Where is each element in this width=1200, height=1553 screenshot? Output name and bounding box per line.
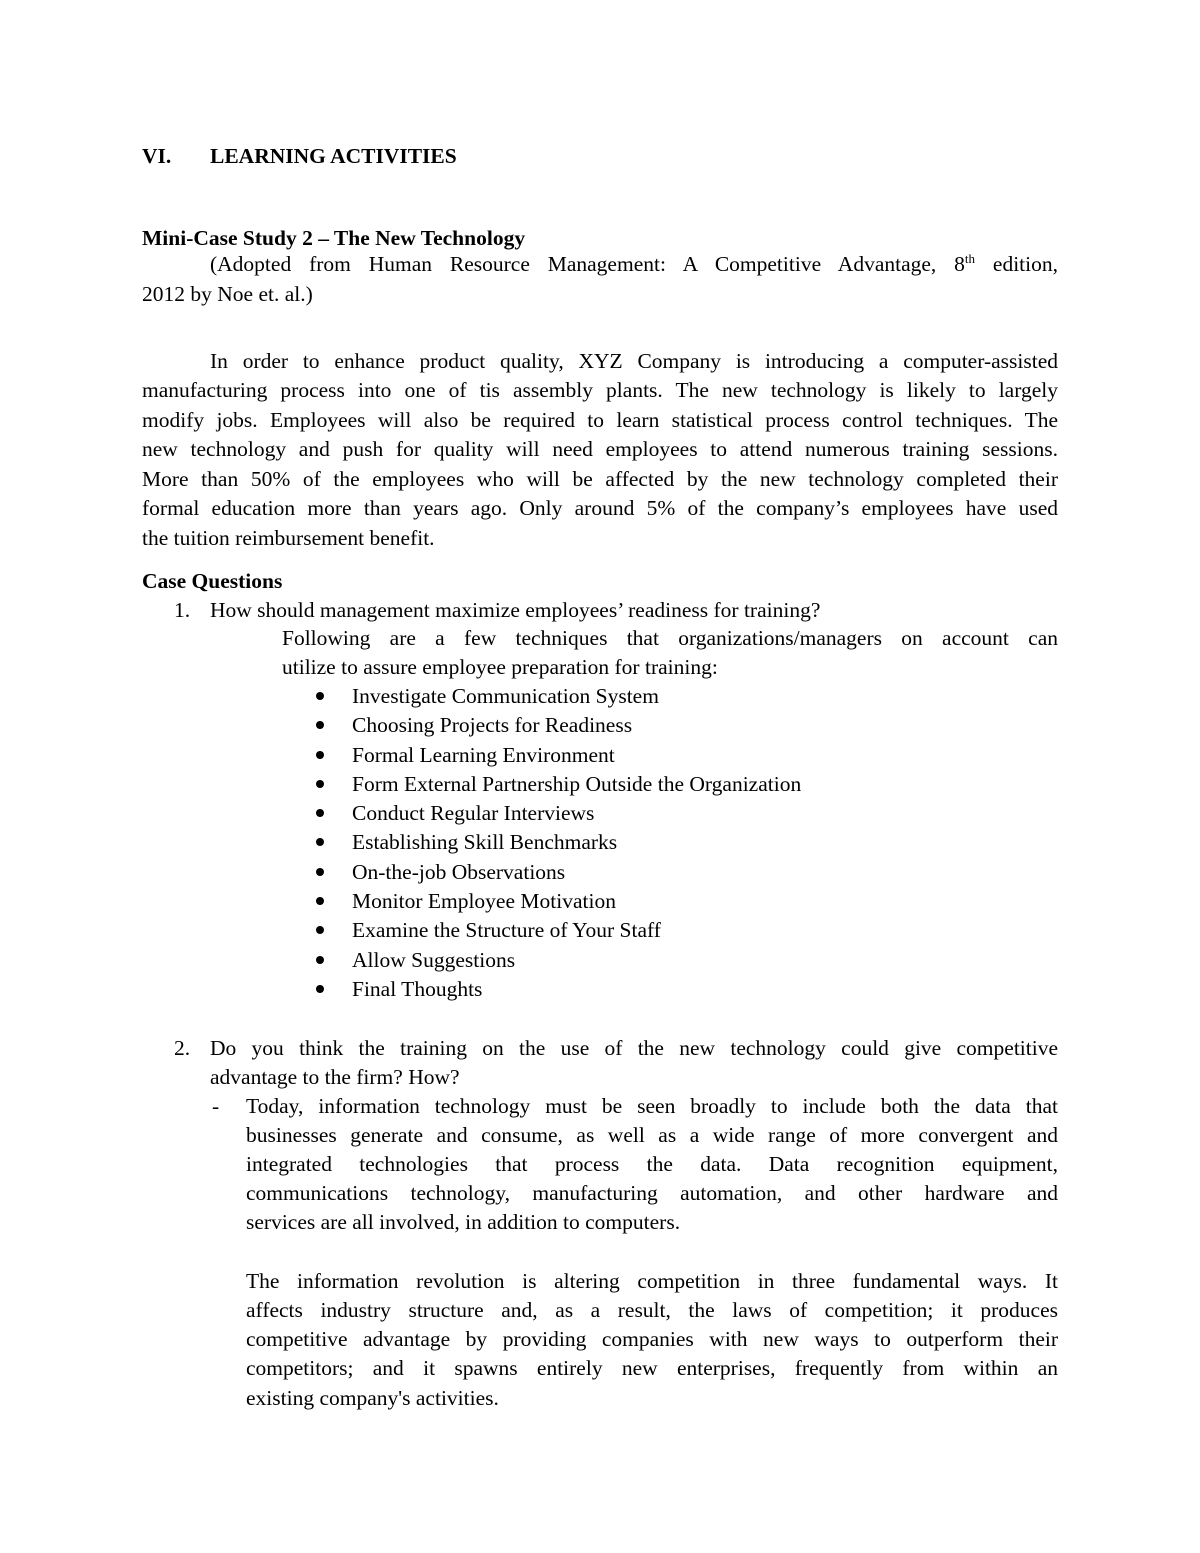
- bullet-icon: [316, 868, 324, 876]
- question-2-text-line: Do you think the training on the use of the new technology could give competitive: [210, 1036, 1058, 1060]
- list-item-text: Conduct Regular Interviews: [352, 801, 595, 826]
- list-item: [316, 946, 801, 975]
- list-item: [316, 682, 801, 711]
- section-title: LEARNING ACTIVITIES: [210, 144, 457, 168]
- list-item-text: On-the-job Observations: [352, 859, 566, 884]
- question-1-text: How should management maximize employees’ readiness for training?: [210, 598, 821, 622]
- list-item: [316, 887, 801, 916]
- source-text: (Adopted from Human Resource Management: A Competitive Advantage, 8: [210, 252, 965, 276]
- list-item: [316, 741, 801, 770]
- bullet-icon: [316, 897, 324, 905]
- paragraph-line: the tuition reimbursement benefit.: [142, 526, 435, 550]
- case-questions-heading: Case Questions: [142, 569, 283, 593]
- answer-line: competitive advantage by providing companies with new ways to outperform their: [246, 1327, 1058, 1351]
- section-number: VI.: [142, 144, 172, 168]
- answer-line: communications technology, manufacturing automation, and other hardware and: [246, 1181, 1058, 1205]
- paragraph-line: manufacturing process into one of tis assembly plants. The new technology is likely to largely: [142, 378, 1058, 402]
- paragraph-line: modify jobs. Employees will also be required to learn statistical process control techniques. The: [142, 408, 1058, 432]
- bullet-icon: [316, 926, 324, 934]
- list-item: [316, 975, 801, 1004]
- list-item: [316, 711, 801, 740]
- paragraph-line: More than 50% of the employees who will be affected by the new technology completed their: [142, 467, 1058, 491]
- paragraph-line: In order to enhance product quality, XYZ Company is introducing a computer-assisted: [210, 349, 1058, 373]
- source-text-end: edition,: [975, 252, 1058, 276]
- source-superscript: th: [964, 250, 976, 266]
- answer-line: existing company's activities.: [246, 1386, 499, 1410]
- case-study-source-line-1: [210, 250, 1058, 280]
- bullet-icon: [316, 780, 324, 788]
- list-item-text: Allow Suggestions: [352, 947, 516, 972]
- list-item-text: Formal Learning Environment: [352, 742, 615, 767]
- list-item: [316, 770, 801, 799]
- answer-line: competitors; and it spawns entirely new enterprises, frequently from within an: [246, 1356, 1058, 1380]
- list-item: [316, 828, 801, 857]
- question-2-text-line: advantage to the firm? How?: [210, 1065, 460, 1089]
- case-study-source-line-2: 2012 by Noe et. al.): [142, 282, 313, 306]
- list-item-text: Choosing Projects for Readiness: [352, 713, 633, 738]
- list-item: [316, 799, 801, 828]
- bullet-icon: [316, 751, 324, 759]
- list-item-text: Establishing Skill Benchmarks: [352, 830, 618, 855]
- paragraph-line: new technology and push for quality will need employees to attend numerous training sessions.: [142, 437, 1058, 461]
- answer-line: Today, information technology must be seen broadly to include both the data that: [246, 1094, 1058, 1118]
- list-item-text: Final Thoughts: [352, 976, 483, 1001]
- paragraph-line: formal education more than years ago. Only around 5% of the company’s employees have used: [142, 496, 1058, 520]
- bullet-icon: [316, 692, 324, 700]
- list-item-text: Form External Partnership Outside the Organization: [352, 771, 802, 796]
- answer-line: integrated technologies that process the data. Data recognition equipment,: [246, 1152, 1058, 1176]
- list-item-text: Investigate Communication System: [352, 684, 659, 708]
- question-1-answer-line: utilize to assure employee preparation for training:: [282, 655, 718, 679]
- question-1-answer-line: Following are a few techniques that organizations/managers on account can: [282, 626, 1058, 650]
- list-item-text: Examine the Structure of Your Staff: [352, 918, 661, 943]
- answer-line: affects industry structure and, as a result, the laws of competition; it produces: [246, 1298, 1058, 1322]
- question-2-number: 2.: [174, 1036, 191, 1060]
- readiness-techniques-list: [316, 682, 801, 1004]
- list-item-text: Monitor Employee Motivation: [352, 889, 616, 914]
- answer-line: The information revolution is altering competition in three fundamental ways. It: [246, 1269, 1058, 1293]
- answer-line: businesses generate and consume, as well as a wide range of more convergent and: [246, 1123, 1058, 1147]
- question-1-number: 1.: [174, 598, 191, 622]
- bullet-icon: [316, 985, 324, 993]
- answer-line: services are all involved, in addition to computers.: [246, 1210, 681, 1234]
- case-study-title: Mini-Case Study 2 – The New Technology: [142, 226, 526, 250]
- answer-dash: -: [212, 1094, 220, 1118]
- list-item: [316, 916, 801, 945]
- bullet-icon: [316, 809, 324, 817]
- bullet-icon: [316, 838, 324, 846]
- bullet-icon: [316, 956, 324, 964]
- list-item: [316, 858, 801, 887]
- bullet-icon: [316, 721, 324, 729]
